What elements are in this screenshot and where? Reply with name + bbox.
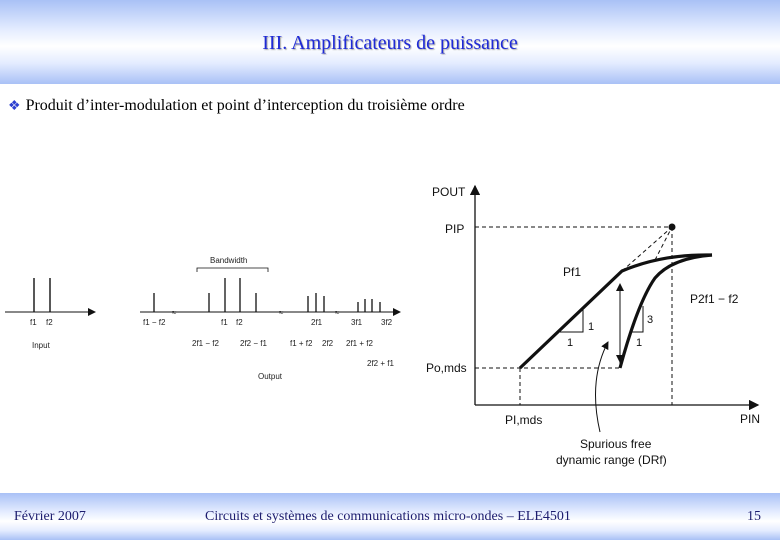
- axis-break-2: ≈: [279, 308, 284, 317]
- output-label-2f1-plus-f2: 2f1 + f2: [346, 339, 373, 348]
- slope-1-run: 1: [567, 337, 574, 349]
- axis-break-3: ≈: [335, 308, 340, 317]
- axis-break-1: ≈: [172, 308, 177, 317]
- p2f1f2-label: P2f1 − f2: [690, 292, 739, 306]
- x-axis-label: PIN: [740, 412, 761, 426]
- bandwidth-label: Bandwidth: [210, 256, 248, 265]
- footer: [0, 493, 780, 540]
- input-caption: Input: [32, 341, 50, 350]
- bandwidth-bracket: [197, 268, 268, 272]
- pomds-label: Po,mds: [426, 361, 467, 375]
- power-graph: [426, 185, 760, 467]
- input-spectrum: [5, 278, 95, 350]
- output-label-2f2: 2f2: [322, 339, 334, 348]
- dr-callout: [596, 342, 609, 432]
- pf1-label: Pf1: [563, 265, 582, 279]
- output-label-2f1-minus-f2: 2f1 − f2: [192, 339, 219, 348]
- diamond-bullet-icon: ❖: [8, 99, 21, 114]
- slope-3-rise: 3: [647, 314, 654, 326]
- output-label-2f2-plus-f1: 2f2 + f1: [367, 359, 394, 368]
- output-label-f2: f2: [236, 318, 243, 327]
- fundamental-curve: [520, 255, 712, 368]
- footer-date: Février 2007: [14, 509, 86, 524]
- output-label-2f1: 2f1: [311, 318, 323, 327]
- slope-3-run: 1: [636, 337, 643, 349]
- dr-caption-line1: Spurious free: [580, 437, 652, 451]
- slide-title: III. Amplificateurs de puissance: [262, 32, 518, 54]
- footer-page-number: 15: [747, 509, 761, 524]
- output-label-f1-plus-f2: f1 + f2: [290, 339, 313, 348]
- output-label-f1-minus-f2: f1 − f2: [143, 318, 166, 327]
- input-label-f1: f1: [30, 318, 37, 327]
- output-spectrum: [140, 256, 400, 381]
- output-label-3f2: 3f2: [381, 318, 393, 327]
- output-label-2f2-minus-f1: 2f2 − f1: [240, 339, 267, 348]
- dr-caption-line2: dynamic range (DRf): [556, 453, 667, 467]
- bullet-text: Produit d’inter-modulation et point d’interception du troisième ordre: [25, 97, 465, 114]
- pip-label: PIP: [445, 222, 465, 236]
- input-label-f2: f2: [46, 318, 53, 327]
- pimds-label: PI,mds: [505, 413, 543, 427]
- output-label-f1: f1: [221, 318, 228, 327]
- slope-1-rise: 1: [588, 321, 595, 333]
- output-caption: Output: [258, 372, 283, 381]
- output-label-3f1: 3f1: [351, 318, 363, 327]
- y-axis-label: POUT: [432, 185, 466, 199]
- footer-course: Circuits et systèmes de communications micro-ondes – ELE4501: [205, 509, 571, 524]
- intercept-point: [669, 224, 676, 231]
- output-lines: [154, 278, 380, 312]
- im3-curve: [620, 255, 712, 368]
